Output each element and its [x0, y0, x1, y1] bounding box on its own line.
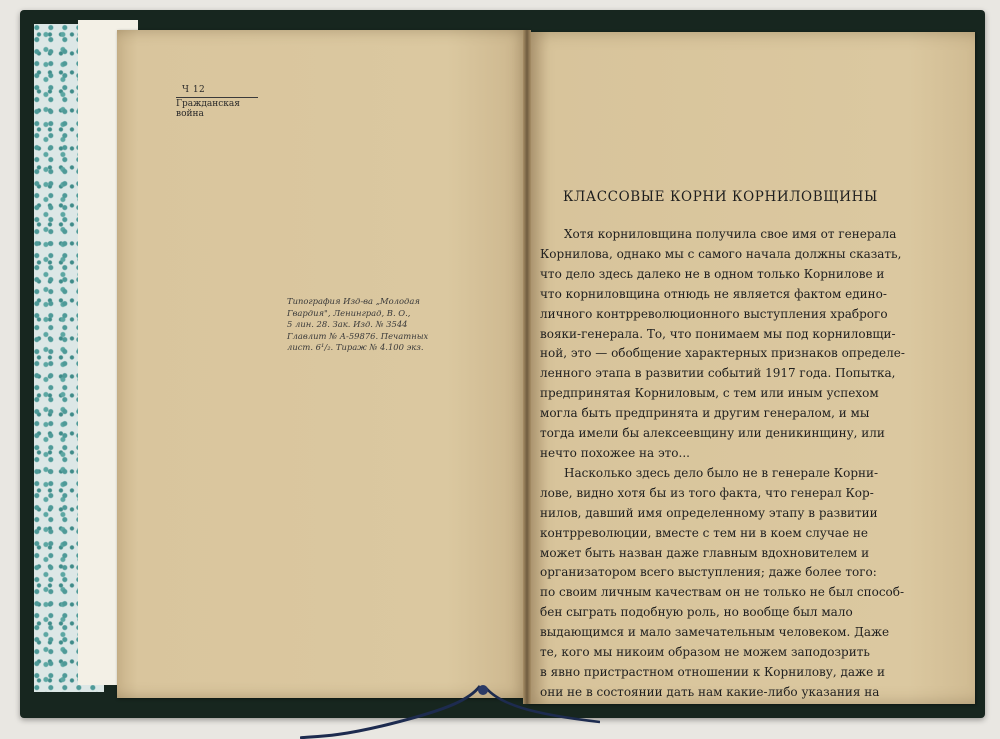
text-line: они не в состоянии дать нам какие-либо указания на	[540, 684, 880, 699]
text-line: Насколько здесь дело было не в генерале Корни-	[564, 465, 879, 480]
imprint-line: Гвардия", Ленинград, В. О.,	[287, 307, 411, 318]
chapter-heading: КЛАССОВЫЕ КОРНИ КОРНИЛОВЩИНЫ	[563, 189, 878, 205]
text-line: предпринятая Корниловым, с тем или иным успехом	[540, 386, 879, 401]
bookmark-ribbon	[300, 684, 600, 739]
chapter-body	[540, 225, 940, 703]
text-line: Корнилова, однако мы с самого начала должны сказать,	[540, 246, 902, 261]
text-line: может быть назван даже главным вдохновителем и	[540, 545, 870, 560]
text-line: по своим личным качествам он не только не был способ-	[540, 585, 905, 600]
left-page	[117, 30, 529, 698]
text-line: вояки-генерала. То, что понимаем мы под корниловщи-	[540, 326, 896, 341]
text-line: могла быть предпринята и другим генералом, и мы	[540, 406, 870, 421]
text-line: личного контрреволюционного выступления храброго	[540, 306, 888, 321]
text-line: нилов, давший имя определенному этапу в развитии	[540, 505, 878, 520]
text-line: те, кого мы никоим образом не можем заподозрить	[540, 645, 870, 660]
imprint-line: Главлит № А-59876. Печатных	[287, 330, 429, 341]
text-line: что корниловщина отнюдь не является фактом едино-	[540, 286, 887, 301]
text-line: выдающимся и мало замечательным человеком. Даже	[540, 625, 890, 640]
text-line: в явно пристрастном отношении к Корнилову, даже и	[540, 664, 885, 679]
text-line: контрреволюции, вместе с тем ни в коем случае не	[540, 525, 868, 540]
text-line: ленного этапа в развитии событий 1917 года. Попытка,	[540, 366, 896, 381]
text-line: тогда имели бы алексеевщину или деникинщину, или	[540, 426, 885, 441]
imprint-line: 5 лин. 28. Зак. Изд. № 3544	[287, 319, 408, 330]
text-line: организатором всего выступления; даже более того:	[540, 565, 877, 580]
printer-imprint	[287, 296, 429, 354]
subject-category: Гражданская война	[176, 97, 258, 119]
text-line: бен сыграть подобную роль, но вообще был мало	[540, 605, 853, 620]
imprint-line: Типография Изд-ва „Молодая	[287, 296, 420, 306]
text-line: что дело здесь далеко не в одном только Корнилове и	[540, 266, 885, 281]
book-gutter	[523, 30, 531, 704]
text-line: ной, это — обобщение характерных признаков определе-	[540, 346, 905, 361]
text-line: Хотя корниловщина получила свое имя от генерала	[564, 227, 897, 241]
imprint-line: лист. 6¹/₂. Тираж № 4.100 экз.	[287, 342, 424, 353]
text-line: нечто похожее на это...	[540, 445, 690, 460]
text-line: лове, видно хотя бы из того факта, что генерал Кор-	[540, 485, 874, 500]
classification-code: Ч 12	[182, 85, 206, 95]
